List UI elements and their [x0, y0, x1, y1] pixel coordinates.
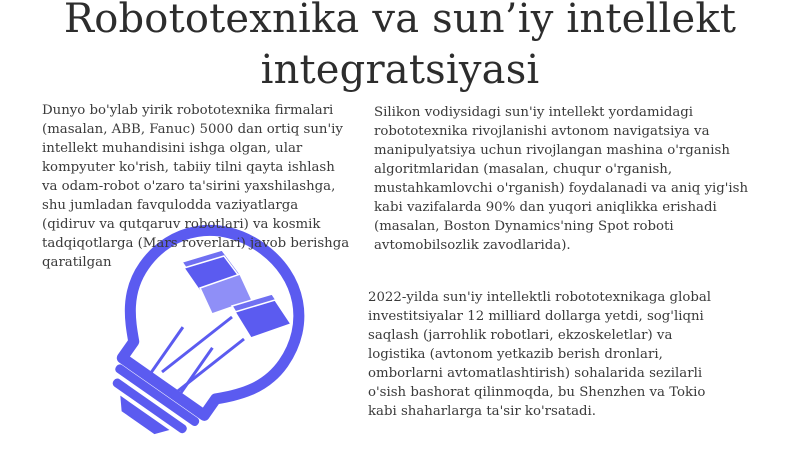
text-paragraph-2: Silikon vodiysidagi sun'iy intellekt yordamidagi robototexnika rivojlanishi avtonom navigatsiya va manipulyatsiya uchun rivojlangan mashina o'rganish algoritmlaridan (masalan, chuqur o'rganish, mustahkamlovchi o'rganish) foydalanadi va aniq yig'ish kabi vazifalarda 90% dan yuqori aniqlikka erishadi (masalan, Boston Dynamics'ning Spot roboti avtomobilsozlik zavodlarida). — [374, 105, 749, 253]
text-paragraph-1: Dunyo bo'ylab yirik robototexnika firmalari (masalan, ABB, Fanuc) 5000 dan ortiq sun'iy intellekt muhandisini ishga olgan, ular kompyuter ko'rish, tabiiy tilni qayta ishlash va odam-robot o'zaro ta'sirini yaxshilashga, shu jumladan favqulodda vaziyatlarga (qidiruv va qutqaruv robotlari) va kosmik tadqiqotlarga (Mars roverlari) javob berishga qaratilgan — [42, 103, 350, 270]
text-paragraph-3: 2022-yilda sun'iy intellektli robototexnikaga global investitsiyalar 12 milliard dollarga yetdi, sog'liqni saqlash (jarrohlik robotlari, ekzoskeletlar) va logistika (avtonom yetkazib berish dronlari, omborlarni avtomatlashtirish) sohalarida sezilarli o'sish bashorat qilinmoqda, bu Shenzhen va Tokio kabi shaharlarga ta'sir ko'rsatadi. — [368, 290, 712, 419]
page-title: Robototexnika va sun’iy intellekt integratsiyasi — [63, 0, 737, 93]
